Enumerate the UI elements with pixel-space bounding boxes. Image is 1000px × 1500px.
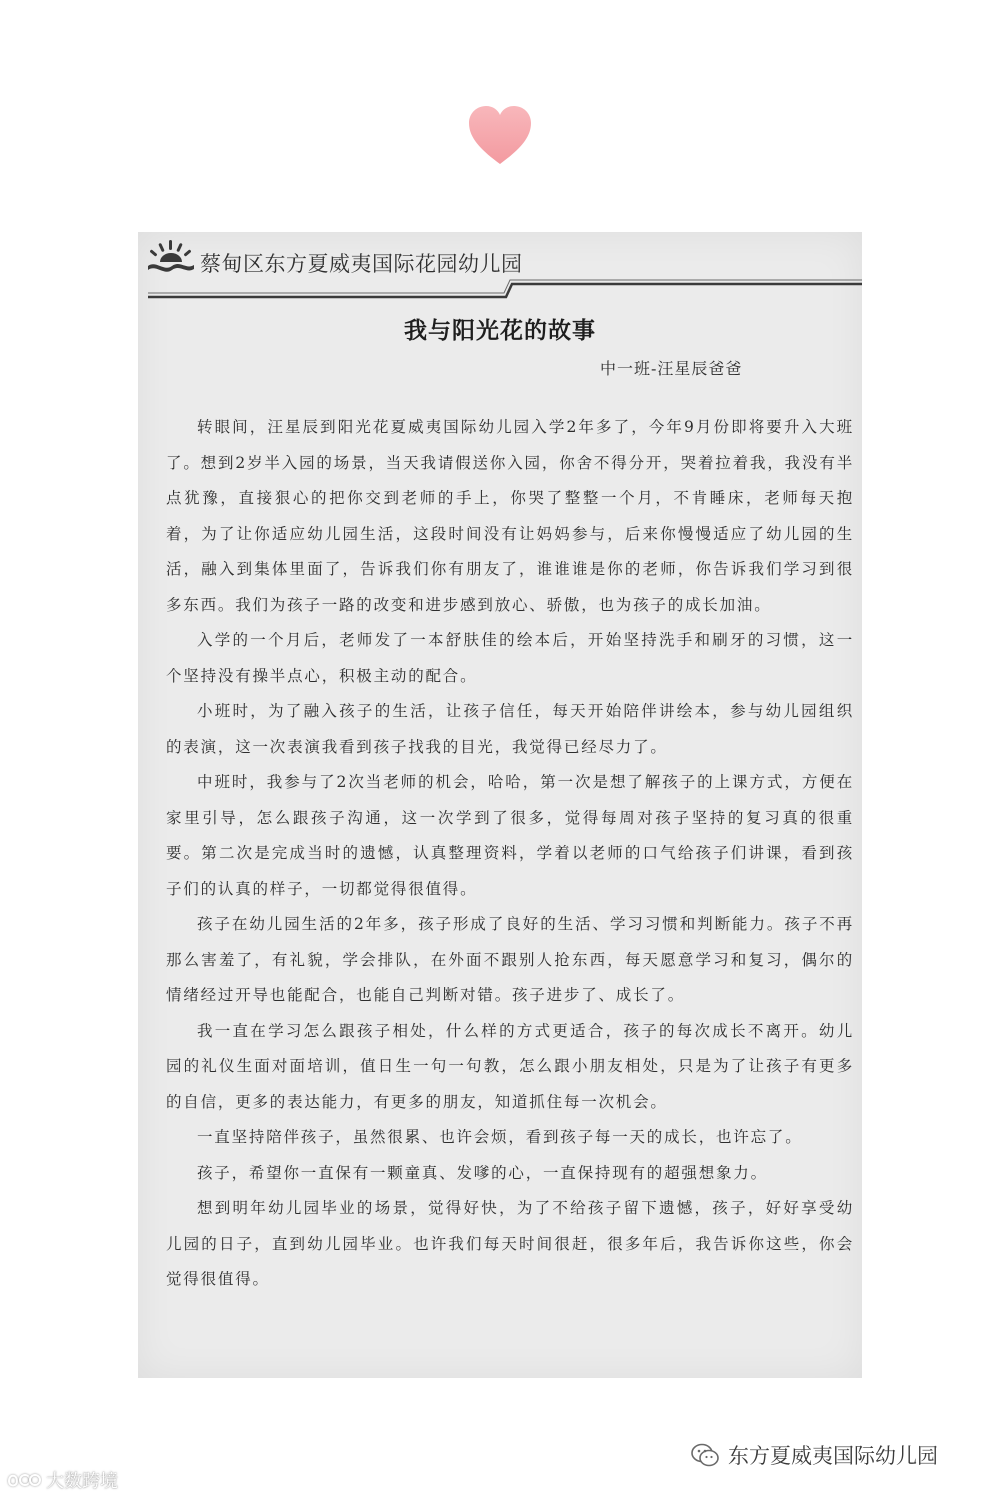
watermark xyxy=(6,1466,118,1494)
author-byline: 中一班-汪星辰爸爸 xyxy=(600,359,743,378)
paragraph: 孩子，希望你一直保有一颗童真、发嗲的心，一直保持现有的超强想象力。 xyxy=(197,1163,768,1182)
school-name: 蔡甸区东方夏威夷国际花园幼儿园 xyxy=(200,252,523,276)
watermark-logo xyxy=(6,1469,42,1491)
paragraph: 转眼间，汪星辰到阳光花夏威夷国际幼儿园入学2年多了，今年9月份即将要升入大班了。想到2岁半入园的场景，当天我请假送你入园，你舍不得分开，哭着拉着我，我没有半点犹豫，直接狠心的把你交到老师的手上，你哭了整整一个月，不肯睡床，老师每天抱着，为了让你适应幼儿园生活，这段时间没有让妈妈参与，后来你慢慢适应了幼儿园的生活，融入到集体里面了，告诉我们你有朋友了，谁谁谁是你的老师，你告诉我们学习到很多东西。我们为孩子一路的改变和进步感到放心、骄傲，也为孩子的成长加油。 xyxy=(166,418,854,614)
scanned-letter xyxy=(138,232,862,1378)
paragraph: 小班时，为了融入孩子的生活，让孩子信任，每天开始陪伴讲绘本，参与幼儿园组织的表演，这一次表演我看到孩子找我的目光，我觉得已经尽力了。 xyxy=(166,702,854,756)
letter-body xyxy=(166,410,854,1298)
paragraph: 入学的一个月后，老师发了一本舒肤佳的绘本后，开始坚持洗手和刷牙的习惯，这一个坚持没有操半点心，积极主动的配合。 xyxy=(166,631,854,685)
wechat-icon xyxy=(690,1442,720,1468)
paragraph: 想到明年幼儿园毕业的场景，觉得好快，为了不给孩子留下遗憾，孩子，好好享受幼儿园的日子，直到幼儿园毕业。也许我们每天时间很赶，很多年后，我告诉你这些，你会觉得很值得。 xyxy=(166,1199,854,1288)
paragraph: 中班时，我参与了2次当老师的机会，哈哈，第一次是想了解孩子的上课方式，方便在家里引导，怎么跟孩子沟通，这一次学到了很多，觉得每周对孩子坚持的复习真的很重要。第二次是完成当时的遗憾，认真整理资料，学着以老师的口气给孩子们讲课，看到孩子们的认真的样子，一切都觉得很值得。 xyxy=(166,773,854,898)
paragraph: 孩子在幼儿园生活的2年多，孩子形成了良好的生活、学习习惯和判断能力。孩子不再那么害羞了，有礼貌，学会排队，在外面不跟别人抢东西，每天愿意学习和复习，偶尔的情绪经过开导也能配合，也能自己判断对错。孩子进步了、成长了。 xyxy=(166,915,854,1004)
heart-icon xyxy=(467,104,533,166)
letterhead xyxy=(138,232,862,302)
paragraph: 一直坚持陪伴孩子，虽然很累、也许会烦，看到孩子每一天的成长，也许忘了。 xyxy=(197,1128,803,1146)
header-rule xyxy=(138,232,862,302)
document-title: 我与阳光花的故事 xyxy=(404,317,596,344)
paragraph: 我一直在学习怎么跟孩子相处，什么样的方式更适合，孩子的每次成长不离开。幼儿园的礼仪生面对面培训，值日生一句一句教，怎么跟小朋友相处，只是为了让孩子有更多的自信，更多的表达能力，有更多的朋友，知道抓住每一次机会。 xyxy=(166,1021,854,1111)
footer-brand xyxy=(690,1440,938,1470)
watermark-text: 大数跨境 xyxy=(46,1471,118,1492)
brand-name: 东方夏威夷国际幼儿园 xyxy=(728,1444,938,1468)
